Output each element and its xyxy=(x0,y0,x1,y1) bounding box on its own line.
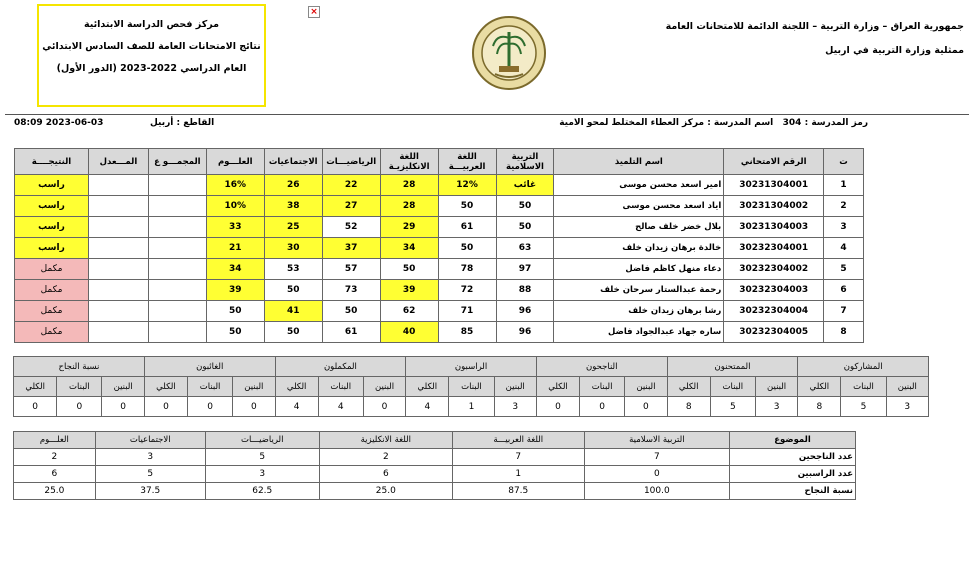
cell-name: رحمة عبدالستار سرحان خلف xyxy=(554,280,724,301)
cell-result: راسب xyxy=(15,238,89,259)
student-row xyxy=(15,196,864,217)
stats-value: 0 xyxy=(144,397,187,417)
cell-isl: 88 xyxy=(496,280,554,301)
cell-avg xyxy=(88,259,148,280)
col-serial: ت xyxy=(824,149,864,175)
col-exam-number: الرقم الامتحاني xyxy=(724,149,824,175)
stats-group-5: الغائبون xyxy=(144,357,275,377)
cell-n: 3 xyxy=(824,217,864,238)
cell-ar: 12% xyxy=(438,175,496,196)
cell-en: 28 xyxy=(380,196,438,217)
exam-title-box xyxy=(37,4,266,107)
cell-soc: 25 xyxy=(264,217,322,238)
cell-name: دعاء منهل كاظم فاضل xyxy=(554,259,724,280)
cell-sci: 21 xyxy=(206,238,264,259)
stats-value: 0 xyxy=(188,397,233,417)
cell-n: 6 xyxy=(824,280,864,301)
stats-sub-2: الكلي xyxy=(536,377,579,397)
school-name: مركز العطاء المختلط لمحو الامية xyxy=(559,118,705,128)
subject-value: 25.0 xyxy=(319,483,452,500)
cell-n: 8 xyxy=(824,322,864,343)
cell-total xyxy=(148,322,206,343)
subject-value: 7 xyxy=(452,449,584,466)
stats-sub-2: الكلي xyxy=(275,377,318,397)
subject-name: الرياضيـــات xyxy=(205,432,319,449)
close-icon[interactable]: × xyxy=(308,6,320,18)
cell-sci: 39 xyxy=(206,280,264,301)
cell-sci: 50 xyxy=(206,322,264,343)
cell-name: ساره جهاد عبدالجواد فاضل xyxy=(554,322,724,343)
cell-en: 28 xyxy=(380,175,438,196)
stats-group-row xyxy=(14,357,929,377)
cell-math: 73 xyxy=(322,280,380,301)
stats-value: 0 xyxy=(625,397,667,417)
school-info xyxy=(559,118,868,128)
stats-value: 0 xyxy=(233,397,275,417)
divider xyxy=(5,114,969,115)
subject-value: 87.5 xyxy=(452,483,584,500)
subject-label: الموضوع xyxy=(730,432,856,449)
cell-avg xyxy=(88,238,148,259)
cell-isl: 96 xyxy=(496,322,554,343)
stats-value: 0 xyxy=(536,397,579,417)
student-row xyxy=(15,175,864,196)
subject-value: 100.0 xyxy=(584,483,729,500)
stats-value: 4 xyxy=(318,397,363,417)
cell-total xyxy=(148,217,206,238)
cell-avg xyxy=(88,301,148,322)
cell-math: 37 xyxy=(322,238,380,259)
row-label: عدد الراسبين xyxy=(730,466,856,483)
cell-name: امير اسعد محسن موسى xyxy=(554,175,724,196)
cell-en: 50 xyxy=(380,259,438,280)
cell-n: 5 xyxy=(824,259,864,280)
stats-value: 3 xyxy=(755,397,797,417)
cell-name: بلال خضر خلف صالح xyxy=(554,217,724,238)
cell-total xyxy=(148,196,206,217)
school-code: 304 xyxy=(782,118,802,128)
cell-soc: 50 xyxy=(264,280,322,301)
cell-sci: 33 xyxy=(206,217,264,238)
ministry-header xyxy=(664,15,964,63)
cell-n: 1 xyxy=(824,175,864,196)
stats-value: 5 xyxy=(841,397,886,417)
cell-result: مكمل xyxy=(15,322,89,343)
cell-n: 4 xyxy=(824,238,864,259)
cell-isl: 97 xyxy=(496,259,554,280)
cell-math: 61 xyxy=(322,322,380,343)
cell-ar: 71 xyxy=(438,301,496,322)
stats-sub-0: البنين xyxy=(233,377,275,397)
sector-value: أربيل xyxy=(150,118,174,128)
stats-sub-1: البنات xyxy=(580,377,625,397)
cell-sci: 10% xyxy=(206,196,264,217)
cell-id: 30231304002 xyxy=(724,196,824,217)
col-average: المـــعدل xyxy=(88,149,148,175)
cell-isl: 63 xyxy=(496,238,554,259)
sector-label: القاطع : xyxy=(176,118,215,128)
subject-value: 1 xyxy=(452,466,584,483)
cell-result: راسب xyxy=(15,175,89,196)
student-row xyxy=(15,322,864,343)
cell-avg xyxy=(88,196,148,217)
stats-values-row xyxy=(14,397,929,417)
cell-isl: 96 xyxy=(496,301,554,322)
sector-info xyxy=(150,118,214,128)
cell-sci: 50 xyxy=(206,301,264,322)
students-header-row xyxy=(15,149,864,175)
stats-value: 4 xyxy=(406,397,449,417)
cell-result: راسب xyxy=(15,217,89,238)
subject-row xyxy=(14,466,856,483)
cell-id: 30232304005 xyxy=(724,322,824,343)
cell-isl: غائب xyxy=(496,175,554,196)
stats-sub-1: البنات xyxy=(188,377,233,397)
stats-sub-1: البنات xyxy=(710,377,755,397)
stats-value: 0 xyxy=(363,397,405,417)
cell-ar: 50 xyxy=(438,238,496,259)
cell-en: 39 xyxy=(380,280,438,301)
cell-result: مكمل xyxy=(15,301,89,322)
stats-value: 3 xyxy=(494,397,536,417)
subject-value: 3 xyxy=(205,466,319,483)
cell-result: مكمل xyxy=(15,280,89,301)
stats-sub-2: الكلي xyxy=(798,377,841,397)
col-result: النتيجــــة xyxy=(15,149,89,175)
col-islamic: التربية الاسلامية xyxy=(496,149,554,175)
ministry-line-2: ممثلية وزارة التربية في اربيل xyxy=(825,45,964,56)
title-line-1: مركز فحص الدراسة الابتدائية xyxy=(83,19,220,30)
student-row xyxy=(15,259,864,280)
student-row xyxy=(15,238,864,259)
subject-value: 2 xyxy=(14,449,96,466)
col-total: المجمـــو ع xyxy=(148,149,206,175)
stats-sub-row xyxy=(14,377,929,397)
cell-total xyxy=(148,301,206,322)
cell-ar: 72 xyxy=(438,280,496,301)
stats-value: 5 xyxy=(710,397,755,417)
report-datetime: 08:09 2023-06-03 xyxy=(14,118,104,128)
cell-ar: 78 xyxy=(438,259,496,280)
cell-total xyxy=(148,280,206,301)
stats-group-2: الناجحون xyxy=(536,357,667,377)
stats-sub-0: البنين xyxy=(102,377,144,397)
stats-sub-0: البنين xyxy=(625,377,667,397)
cell-name: خالدة برهان زيدان خلف xyxy=(554,238,724,259)
student-row xyxy=(15,301,864,322)
stats-value: 0 xyxy=(14,397,57,417)
cell-soc: 41 xyxy=(264,301,322,322)
cell-id: 30231304003 xyxy=(724,217,824,238)
cell-isl: 50 xyxy=(496,217,554,238)
subject-value: 5 xyxy=(205,449,319,466)
cell-total xyxy=(148,175,206,196)
stats-sub-1: البنات xyxy=(318,377,363,397)
row-label: عدد الناجحين xyxy=(730,449,856,466)
stats-sub-1: البنات xyxy=(57,377,102,397)
cell-math: 57 xyxy=(322,259,380,280)
ministry-line-1: جمهورية العراق – وزارة التربية – اللجنة الدائمة للامتحانات العامة xyxy=(665,21,964,32)
stats-group-4: المكملون xyxy=(275,357,406,377)
cell-soc: 53 xyxy=(264,259,322,280)
col-student-name: اسم التلميذ xyxy=(554,149,724,175)
subject-value: 2 xyxy=(319,449,452,466)
cell-math: 52 xyxy=(322,217,380,238)
stats-value: 0 xyxy=(580,397,625,417)
cell-avg xyxy=(88,322,148,343)
stats-sub-2: الكلي xyxy=(144,377,187,397)
subject-row xyxy=(14,483,856,500)
row-label: نسبة النجاح xyxy=(730,483,856,500)
school-name-label: اسم المدرسة : xyxy=(707,118,774,128)
cell-avg xyxy=(88,175,148,196)
cell-id: 30232304004 xyxy=(724,301,824,322)
cell-avg xyxy=(88,217,148,238)
stats-group-1: الممتحنون xyxy=(667,357,798,377)
cell-result: راسب xyxy=(15,196,89,217)
stats-value: 1 xyxy=(449,397,494,417)
subject-value: 7 xyxy=(584,449,729,466)
cell-soc: 38 xyxy=(264,196,322,217)
stats-group-3: الراسبون xyxy=(406,357,537,377)
subject-name: الاجتماعيات xyxy=(95,432,205,449)
stats-value: 8 xyxy=(798,397,841,417)
cell-soc: 26 xyxy=(264,175,322,196)
cell-total xyxy=(148,238,206,259)
cell-name: رشا برهان زيدان خلف xyxy=(554,301,724,322)
cell-id: 30232304001 xyxy=(724,238,824,259)
cell-id: 30232304003 xyxy=(724,280,824,301)
stats-sub-2: الكلي xyxy=(14,377,57,397)
student-row xyxy=(15,217,864,238)
cell-ar: 50 xyxy=(438,196,496,217)
col-english: اللغة الانكليزيـة xyxy=(380,149,438,175)
cell-avg xyxy=(88,280,148,301)
subject-name: اللغة العربيـــة xyxy=(452,432,584,449)
stats-table xyxy=(13,356,929,417)
subject-value: 6 xyxy=(319,466,452,483)
subject-value: 37.5 xyxy=(95,483,205,500)
stats-value: 3 xyxy=(886,397,928,417)
subject-row xyxy=(14,449,856,466)
cell-total xyxy=(148,259,206,280)
cell-n: 2 xyxy=(824,196,864,217)
students-table xyxy=(14,148,864,343)
cell-name: اياد اسعد محسن موسى xyxy=(554,196,724,217)
stats-value: 8 xyxy=(667,397,710,417)
subject-header-row xyxy=(14,432,856,449)
cell-en: 40 xyxy=(380,322,438,343)
stats-sub-0: البنين xyxy=(363,377,405,397)
stats-sub-0: البنين xyxy=(886,377,928,397)
subject-summary-table xyxy=(13,431,856,500)
cell-isl: 50 xyxy=(496,196,554,217)
subject-value: 0 xyxy=(584,466,729,483)
cell-id: 30232304002 xyxy=(724,259,824,280)
title-line-2: نتائج الامتحانات العامة للصف السادس الابتدائي xyxy=(42,41,261,52)
subject-value: 5 xyxy=(95,466,205,483)
stats-value: 4 xyxy=(275,397,318,417)
cell-sci: 16% xyxy=(206,175,264,196)
stats-group-0: المشاركون xyxy=(798,357,929,377)
ministry-emblem xyxy=(471,10,547,96)
subject-name: اللغة الانكليزية xyxy=(319,432,452,449)
col-math: الرياضيـــات xyxy=(322,149,380,175)
stats-sub-0: البنين xyxy=(755,377,797,397)
cell-soc: 50 xyxy=(264,322,322,343)
subject-value: 25.0 xyxy=(14,483,96,500)
school-code-label: رمز المدرسة : xyxy=(804,118,868,128)
cell-en: 29 xyxy=(380,217,438,238)
subject-name: العلـــوم xyxy=(14,432,96,449)
cell-en: 62 xyxy=(380,301,438,322)
cell-n: 7 xyxy=(824,301,864,322)
title-line-3: العام الدراسي 2022-2023 (الدور الأول) xyxy=(56,63,247,74)
stats-sub-1: البنات xyxy=(449,377,494,397)
stats-value: 0 xyxy=(57,397,102,417)
cell-ar: 85 xyxy=(438,322,496,343)
cell-ar: 61 xyxy=(438,217,496,238)
stats-sub-1: البنات xyxy=(841,377,886,397)
col-social: الاجتماعيات xyxy=(264,149,322,175)
col-science: العلـــوم xyxy=(206,149,264,175)
student-row xyxy=(15,280,864,301)
subject-name: التربية الاسلامية xyxy=(584,432,729,449)
cell-en: 34 xyxy=(380,238,438,259)
cell-result: مكمل xyxy=(15,259,89,280)
col-arabic: اللغة العربيـــة xyxy=(438,149,496,175)
stats-group-6: نسبة النجاح xyxy=(14,357,145,377)
cell-math: 27 xyxy=(322,196,380,217)
cell-id: 30231304001 xyxy=(724,175,824,196)
cell-math: 50 xyxy=(322,301,380,322)
subject-value: 62.5 xyxy=(205,483,319,500)
cell-math: 22 xyxy=(322,175,380,196)
subject-value: 6 xyxy=(14,466,96,483)
stats-sub-2: الكلي xyxy=(667,377,710,397)
subject-value: 3 xyxy=(95,449,205,466)
cell-soc: 30 xyxy=(264,238,322,259)
stats-sub-0: البنين xyxy=(494,377,536,397)
cell-sci: 34 xyxy=(206,259,264,280)
stats-value: 0 xyxy=(102,397,144,417)
stats-sub-2: الكلي xyxy=(406,377,449,397)
